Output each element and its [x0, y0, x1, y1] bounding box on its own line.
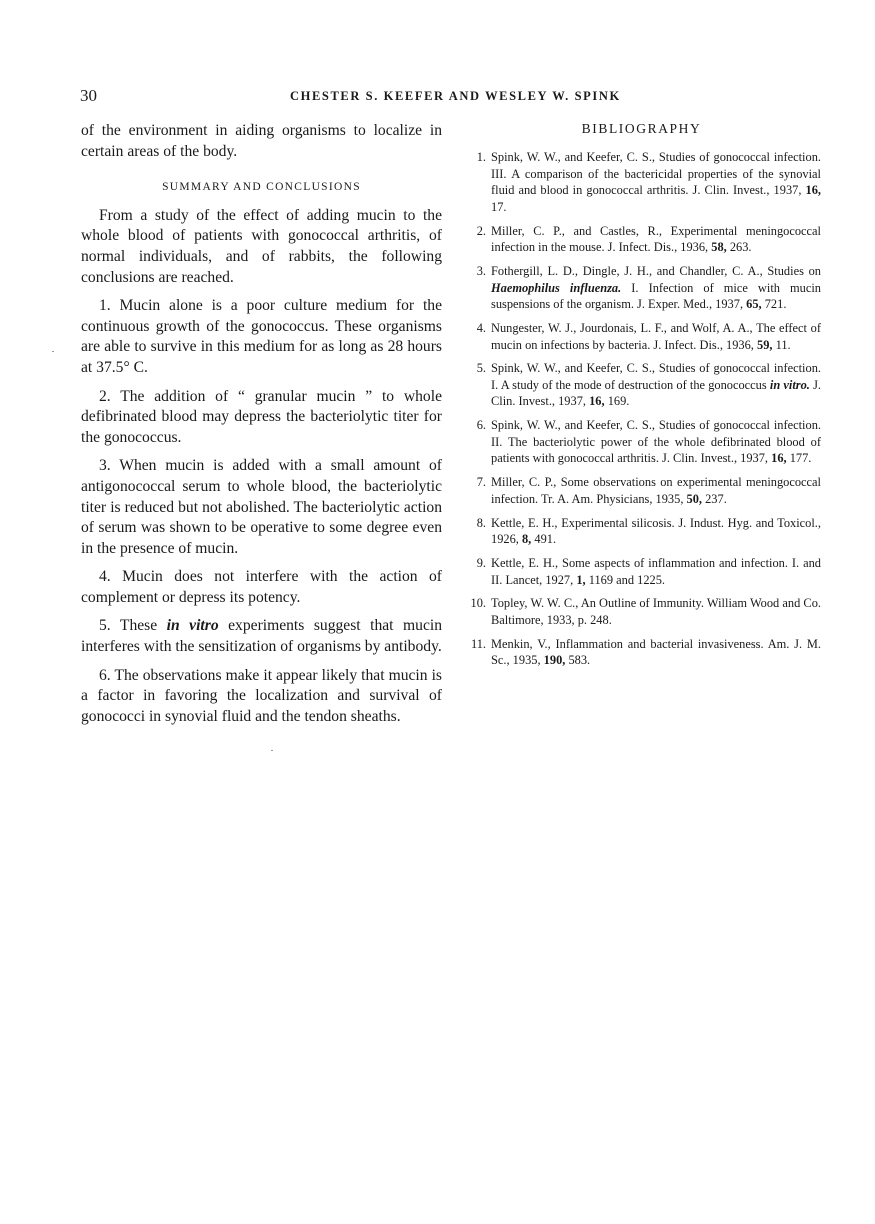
- running-head: CHESTER S. KEEFER AND WESLEY W. SPINK: [290, 89, 621, 103]
- conclusion-6: 6. The observations make it appear likely that mucin is a factor in favoring the localization and survival of gonococci in synovial fluid and the tendon sheaths.: [81, 666, 442, 725]
- reference-2: 2. Miller, C. P., and Castles, R., Experimental meningococcal infection in the mouse. J. Infect. Dis., 1936, 58, 263.: [476, 223, 821, 255]
- summary-heading: SUMMARY AND CONCLUSIONS: [162, 181, 361, 194]
- reference-6: 6. Spink, W. W., and Keefer, C. S., Studies of gonococcal infection. II. The bacteriolytic power of the whole defibrinated blood of patients with gonococcal arthritis. J. Clin. Invest., 1937, 16, 177.: [476, 418, 821, 466]
- page-number: 30: [80, 86, 97, 105]
- bibliography-heading: BIBLIOGRAPHY: [581, 121, 702, 136]
- intro-paragraph: of the environment in aiding organisms to localize in certain areas of the body.: [81, 122, 442, 160]
- reference-8: 8. Kettle, E. H., Experimental silicosis. J. Indust. Hyg. and Toxicol., 1926, 8, 491.: [476, 515, 821, 547]
- conclusion-2: 2. The addition of “ granular mucin ” to whole defibrinated blood may depress the bacteriolytic titer for the gonococcus.: [81, 387, 442, 446]
- scan-speck: [52, 351, 54, 352]
- scan-speck: [271, 750, 273, 751]
- reference-list: [462, 149, 821, 669]
- reference-5: 5. Spink, W. W., and Keefer, C. S., Studies of gonococcal infection. I. A study of the mode of destruction of the gonococcus in vitro. J. Clin. Invest., 1937, 16, 169.: [476, 361, 821, 409]
- reference-7: 7. Miller, C. P., Some observations on experimental meningococcal infection. Tr. A. Am. Physicians, 1935, 50, 237.: [476, 475, 821, 506]
- conclusion-3: 3. When mucin is added with a small amount of antigonococcal serum to whole blood, the bacteriolytic titer is reduced but not abolished. The bacteriolytic action of serum was shown to be operative to some degree even in the presence of mucin.: [81, 457, 442, 557]
- bibliography: [462, 121, 821, 676]
- conclusion-5: 5. These in vitro experiments suggest that mucin interferes with the sensitization of organisms by antibody.: [81, 617, 442, 656]
- page-header: [80, 86, 800, 108]
- reference-9: 9. Kettle, E. H., Some aspects of inflammation and infection. I. and II. Lancet, 1927, 1, 1169 and 1225.: [476, 555, 821, 587]
- summary-intro: From a study of the effect of adding mucin to the whole blood of patients with gonococcal arthritis, of normal individuals, and of rabbits, the following conclusions are reached.: [81, 206, 442, 286]
- reference-11: 11. Menkin, V., Inflammation and bacterial invasiveness. Am. J. M. Sc., 1935, 190, 583.: [470, 636, 821, 668]
- conclusion-1: 1. Mucin alone is a poor culture medium for the continuous growth of the gonococcus. These organisms are able to survive in this medium for as long as 28 hours at 37.5° C.: [81, 297, 442, 376]
- reference-3: 3. Fothergill, L. D., Dingle, J. H., and Chandler, C. A., Studies on Haemophilus influenza. I. Infection of mice with mucin suspensions of the organism. J. Exper. Med., 1937, 65, 721.: [476, 263, 822, 312]
- reference-1: 1. Spink, W. W., and Keefer, C. S., Studies of gonococcal infection. III. A comparison of the bactericidal properties of the synovial fluid and blood in gonococcal arthritis. J. Clin. Invest., 1937, 16, 17.: [476, 150, 821, 214]
- conclusion-4: 4. Mucin does not interfere with the action of complement or depress its potency.: [81, 568, 442, 606]
- left-column: [81, 121, 442, 727]
- reference-4: 4. Nungester, W. J., Jourdonais, L. F., and Wolf, A. A., The effect of mucin on infections by bacteria. J. Infect. Dis., 1936, 59, 11.: [476, 320, 821, 352]
- reference-10: 10. Topley, W. W. C., An Outline of Immunity. William Wood and Co. Baltimore, 1933, p. 248.: [470, 596, 821, 627]
